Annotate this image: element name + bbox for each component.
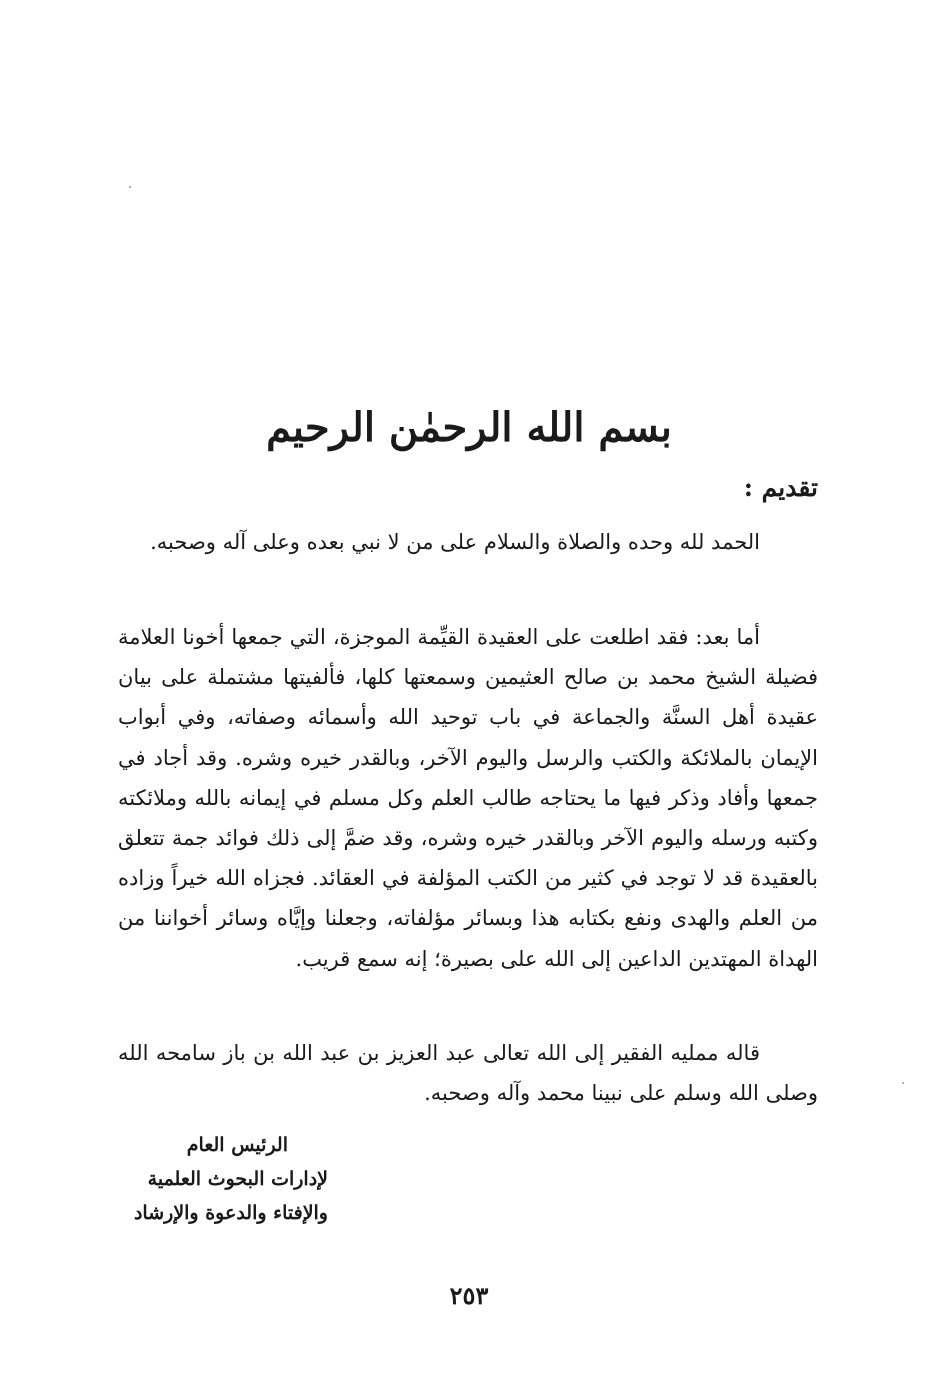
paragraph-body: أما بعد: فقد اطلعت على العقيدة القيِّمة الموجزة، التي جمعها أخونا العلامة فضيلة الشيخ محمد بن صالح العثيمين وسمعتها كلها، فألفيتها مشتملة على بيان عقيدة أهل السنَّة والجماعة في باب توحيد الله وأسمائه وصفاته، وفي أبواب الإيمان بالملائكة والكتب والرسل واليوم الآخر، وبالقدر خيره وشره. وقد أجاد في جمعها وأفاد وذكر فيها ما يحتاجه طالب العلم وكل مسلم في إيمانه بالله وملائكته وكتبه ورسله واليوم الآخر وبالقدر خيره وشره، وقد ضمَّ إلى ذلك فوائد جمة تتعلق بالعقيدة قد لا توجد في كثير من الكتب المؤلفة في العقائد. فجزاه الله خيراً وزاده من العلم والهدى ونفع بكتابه هذا وبسائر مؤلفاته، وجعلنا وإيَّاه وسائر أخواننا من الهداة المهتدين الداعين إلى الله على بصيرة؛ إنه سمع قريب. [118, 625, 818, 971]
scan-speck [902, 1082, 904, 1084]
basmala-title: بسم الله الرحمٰن الرحيم [266, 404, 672, 451]
section-heading: تقديم : [743, 473, 818, 502]
signature-title: الرئيس العام [186, 1134, 288, 1156]
signature-block [118, 1128, 328, 1230]
paragraph-closing: قاله ممليه الفقير إلى الله تعالى عبد العزيز بن عبد الله بن باز سامحه الله وصلى الله وسلم على نبينا محمد وآله وصحبه. [118, 1041, 818, 1106]
signature-line-1: لإدارات البحوث العلمية [147, 1168, 328, 1190]
page-number: ٢٥٣ [449, 1281, 489, 1310]
paragraph-opening: الحمد لله وحده والصلاة والسلام على من لا نبي بعده وعلى آله وصحبه. [150, 530, 760, 554]
signature-line-2: والإفتاء والدعوة والإرشاد [133, 1202, 328, 1224]
scan-speck [129, 186, 131, 188]
